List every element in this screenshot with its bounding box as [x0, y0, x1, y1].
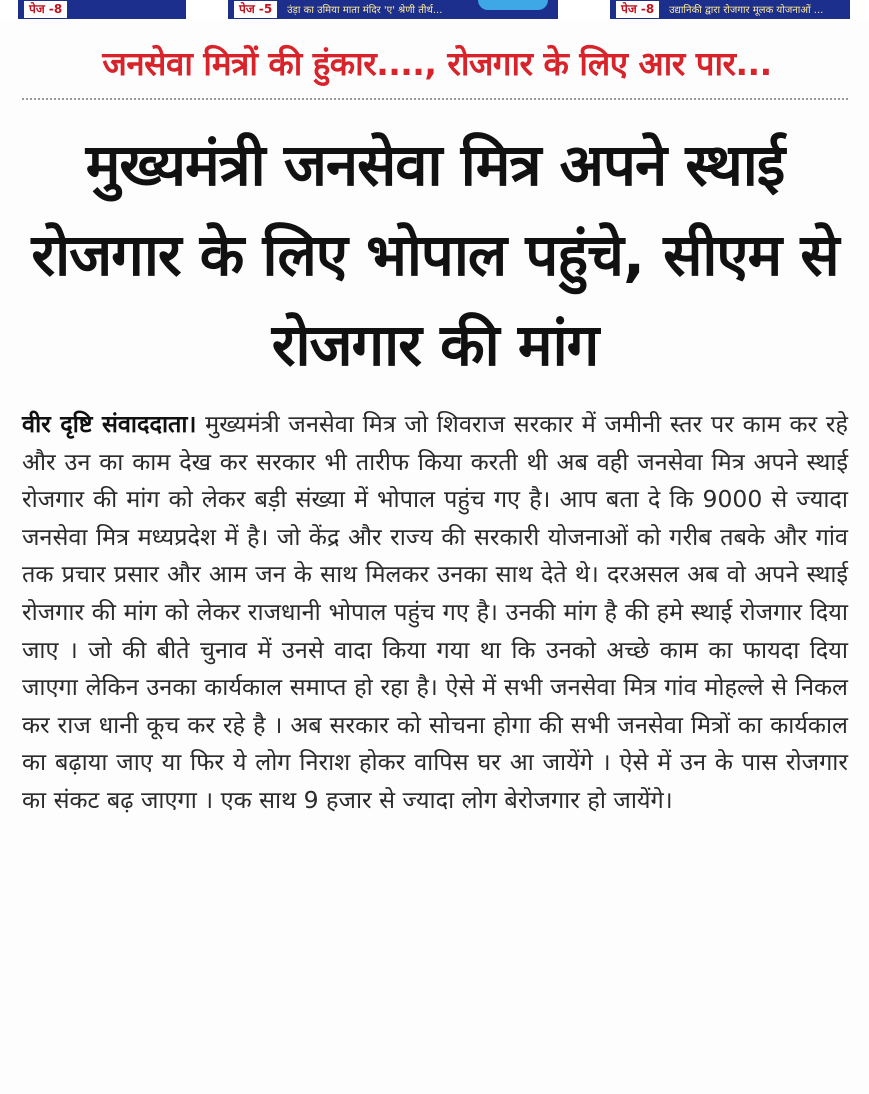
- dotted-divider: [22, 98, 848, 100]
- page-number-badge: पेज -8: [24, 1, 67, 18]
- decorative-blue-shape: [478, 0, 548, 10]
- article-kicker: जनसेवा मित्रों की हुंकार...., रोजगार के लिए आर पार...: [102, 44, 772, 83]
- article-body: [22, 406, 848, 820]
- article-headline: मुख्यमंत्री जनसेवा मित्र अपने स्थाई रोजगार के लिए भोपाल पहुंचे, सीएम से रोजगार की मांग: [31, 131, 839, 379]
- article-byline: वीर दृष्टि संवाददाता।: [22, 410, 197, 438]
- page-number-badge: पेज -8: [616, 1, 659, 18]
- page-link-tab[interactable]: [18, 0, 186, 19]
- page-link-tab[interactable]: [610, 0, 850, 19]
- tab-title: उंड़ा का उमिया माता मंदिर 'ए' श्रेणी तीर्थ...: [287, 5, 443, 16]
- top-navigation-strip: [0, 0, 869, 20]
- article-text: मुख्यमंत्री जनसेवा मित्र जो शिवराज सरकार में जमीनी स्तर पर काम कर रहे और उन का काम देख कर सरकार भी तारीफ किया करती थी अब वही जनसेवा मित्र अपने स्थाई रोजगार की मांग को लेकर बड़ी संख्या में भोपाल पहुंच गए है। आप बता दे कि 9000 से ज्यादा जनसेवा मित्र मध्यप्रदेश में है। जो केंद्र और राज्य की सरकारी योजनाओं को गरीब तबके और गांव तक प्रचार प्रसार और आम जन के साथ मिलकर उनका साथ देते थे। दरअसल अब वो अपने स्थाई रोजगार की मांग को लेकर राजधानी भोपाल पहुंच गए है। उनकी मांग है की हमे स्थाई रोजगार दिया जाए । जो की बीते चुनाव में उनसे वादा किया गया था कि उनको अच्छे काम का फायदा दिया जाएगा लेकिन उनका कार्यकाल समाप्त हो रहा है। ऐसे में सभी जनसेवा मित्र गांव मोहल्ले से निकल कर राज धानी कूच कर रहे है । अब सरकार को सोचना होगा की सभी जनसेवा मित्रों का कार्यकाल का बढ़ाया जाए या फिर ये लोग निराश होकर वापिस घर आ जायेंगे । ऐसे में उन के पास रोजगार का संकट बढ़ जाएगा । एक साथ 9 हजार से ज्यादा लोग बेरोजगार हो जायेंगे।: [22, 410, 848, 814]
- tab-title: उद्यानिकी द्वारा रोजगार मूलक योजनाओं ...: [669, 5, 824, 16]
- page-number-badge: पेज -5: [234, 1, 277, 18]
